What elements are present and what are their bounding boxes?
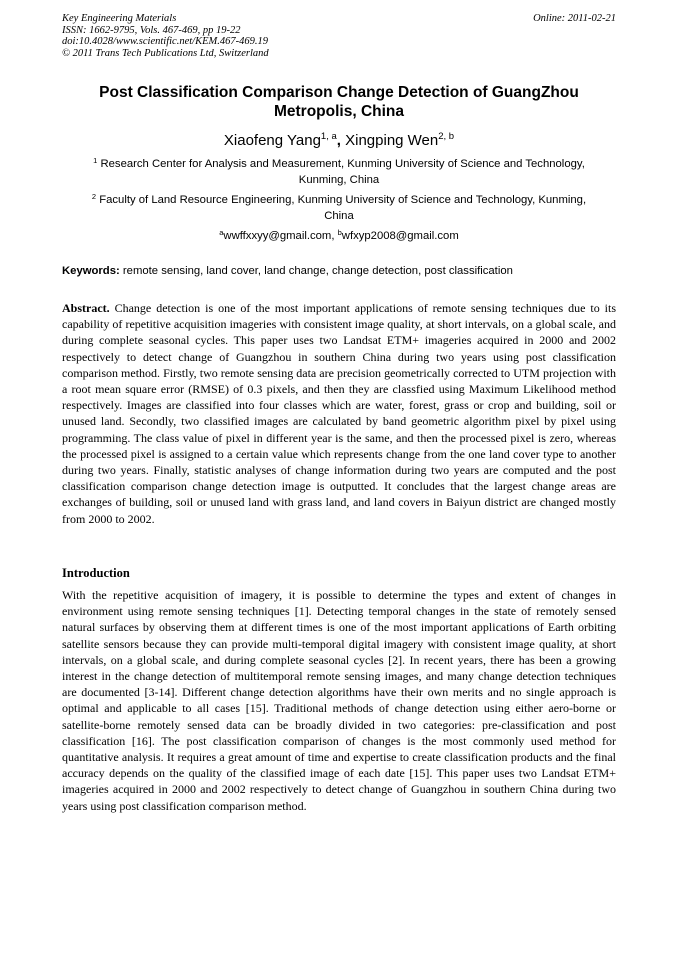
journal-header xyxy=(62,13,616,59)
author-separator: , xyxy=(336,132,341,149)
email-a-mark: a xyxy=(219,228,224,237)
email-b-mark: b xyxy=(337,228,342,237)
keywords-text: remote sensing, land cover, land change, change detection, post classification xyxy=(119,265,513,277)
paper-title xyxy=(62,83,616,121)
author-2-affiliation-mark: 2, b xyxy=(438,131,455,142)
doi-line: doi:10.4028/www.scientific.net/KEM.467-469.19 xyxy=(62,36,268,48)
affiliation-1-number: 1 xyxy=(93,156,98,165)
copyright-line: © 2011 Trans Tech Publications Ltd, Switzerland xyxy=(62,47,269,59)
abstract xyxy=(62,300,616,527)
affiliation-2-number: 2 xyxy=(91,192,97,201)
affiliation-1-line-1: Research Center for Analysis and Measurement, Kunming University of Science and Technology, xyxy=(100,158,585,170)
affiliation-2-line-1: Faculty of Land Resource Engineering, Kunming University of Science and Technology, Kunming, xyxy=(99,194,587,206)
introduction-text: With the repetitive acquisition of imagery, it is possible to determine the types and extent of changes in environment using remote sensing techniques [1]. Detecting temporal changes in the state of remotely sensed natural surfaces by observing them at different times is one of the most important applications of Earth orbiting satellite sensors because they can provide multi-temporal digital imagery with consistent image quality, at short intervals, on a global scale, and during complete seasonal cycles [2]. In recent years, there has been a growing interest in the change detection of multitemporal remote sensing images, and many change detection techniques are documented [3-14]. Different change detection algorithms have their own merits and no single approach is optimal and applicable to all cases [15]. Traditional methods of change detection using either aero-borne or satellite-borne remotely sensed data can be broadly divided in two categories: pre-classification and post classification [16]. The post classification comparison of changes is the most commonly used method for quantitative analysis. It requires a great amount of time and expertise to create classification products and the final accuracy depends on the quality of the classified image of each date [15]. This paper uses two Landsat ETM+ imageries acquired in 2000 and 2002 respectively to detect change of Guangzhou in southern China during two years using post classification comparison method. xyxy=(62,588,616,813)
email-b[interactable]: wfxyp2008@gmail.com xyxy=(341,230,459,242)
affiliation-2-line-2: China xyxy=(324,209,354,222)
journal-name: Key Engineering Materials xyxy=(62,13,177,24)
abstract-text: Change detection is one of the most important applications of remote sensing techniques due to its capability of repetitive acquisition imageries with consistent image quality, at short intervals, on a global scale, and during complete seasonal cycles. This paper uses two Landsat ETM+ imageries acquired in 2000 and 2002 respectively to detect change of Guangzhou in southern China during two years using post classification comparison method. Firstly, two remote sensing data are precision geometrically corrected to UTM projection with a root mean square error (RMSE) of 0.3 pixels, and then they are classfied using Maximum Likelihood method respectively. Images are classified into four classes which are water, forest, grass or crop and building, soil or unused land. Secondly, two classified images are calculated by band geometric algorithm pixel by pixel using programming. The class value of pixel in different year is the same, and then the processed pixel is zero, whereas the processed pixel is assigned to a certain value which represents change from the one land cover type to another during two years. Finally, statistic analyses of change information during two years are computed and the post classification comparison change detection image is outputted. It concludes that the largest change areas are exchanges of building, soil or unused land with grass land, and land covers in Baiyun district are changed mostly from 2000 to 2002. xyxy=(62,301,616,526)
author-1-name: Xiaofeng Yang xyxy=(223,132,321,149)
author-list xyxy=(62,131,616,151)
affiliation-2 xyxy=(62,193,616,224)
author-2-name: Xingping Wen xyxy=(345,132,439,149)
introduction-heading: Introduction xyxy=(62,566,130,580)
title-line-2: Metropolis, China xyxy=(273,103,405,120)
affiliation-1-line-2: Kunming, China xyxy=(298,173,380,186)
email-a[interactable]: wwffxxyy@gmail.com, xyxy=(223,230,338,242)
keywords-label: Keywords: xyxy=(62,265,120,277)
keywords xyxy=(62,264,616,279)
author-emails xyxy=(62,229,616,244)
author-1-affiliation-mark: 1, a xyxy=(320,131,337,142)
abstract-label: Abstract. xyxy=(62,301,110,315)
affiliation-1 xyxy=(62,157,616,188)
title-line-1: Post Classification Comparison Change Detection of GuangZhou xyxy=(99,84,579,101)
issn-line: ISSN: 1662-9795, Vols. 467-469, pp 19-22 xyxy=(62,24,241,36)
online-date: Online: 2011-02-21 xyxy=(533,13,616,24)
